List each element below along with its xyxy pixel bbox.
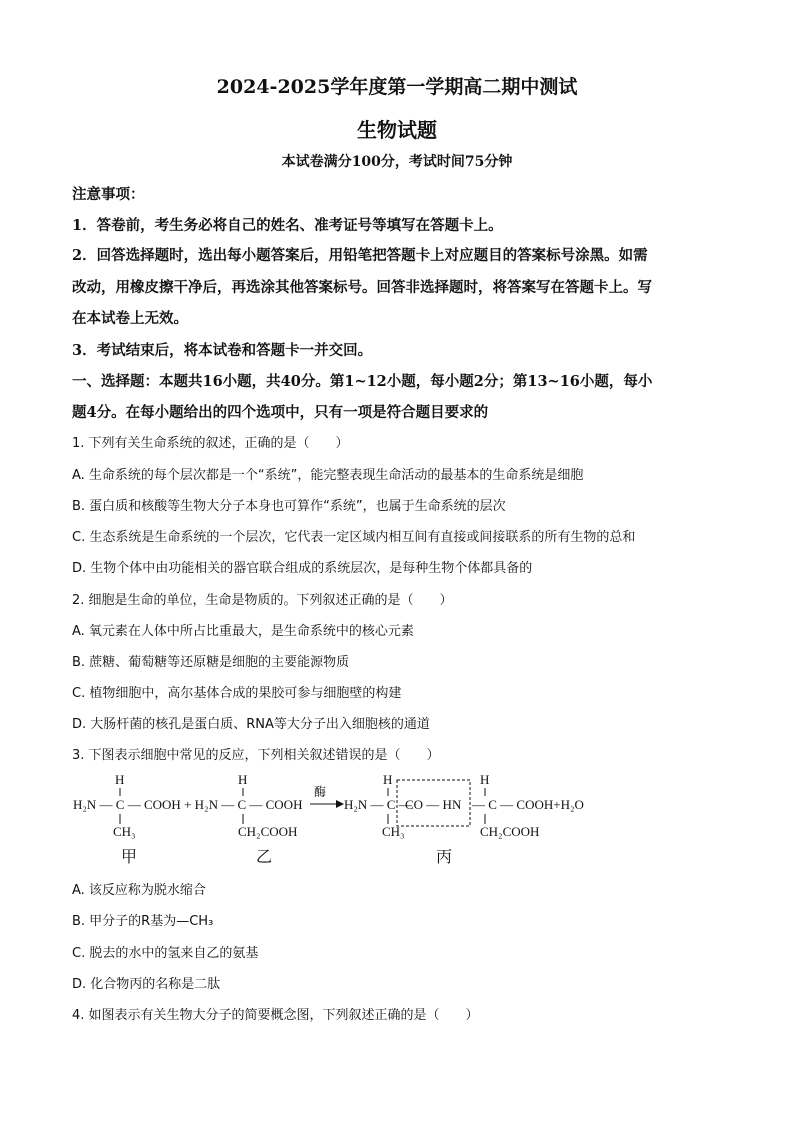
dipeptide-right: — C — COOH+H₂O [472,797,584,812]
section-1-heading-line-1: 一、选择题：本题共16小题，共40分。第1~12小题，每小题2分；第13~16小题，每小 [72,373,653,390]
q4-stem: 4. 如图表示有关生物大分子的简要概念图，下列叙述正确的是（ ） [72,1008,479,1023]
q1-option-b: B. 蛋白质和核酸等生物大分子本身也可算作“系统”，也属于生命系统的层次 [72,499,506,514]
section-1-heading-line-2: 题4分。在每小题给出的四个选项中，只有一项是符合题目要求的 [72,404,489,421]
r-group-yi: CH₂COOH [238,824,298,839]
q3-option-b: B. 甲分子的R基为—CH₃ [72,914,214,929]
label-bing: 丙 [436,849,453,866]
reaction-diagram [0,768,794,878]
q1-option-c: C. 生态系统是生命系统的一个层次，它代表一定区域内相互间有直接或间接联系的所有生物的总和 [72,530,636,545]
r-group-jia: CH₃ [113,824,136,839]
molecule-jia-yi-formula: H₂N — C — COOH + H₂N — C — COOH [73,797,303,812]
q1-stem: 1. 下列有关生命系统的叙述，正确的是（ ） [72,436,349,451]
q3-stem: 3. 下图表示细胞中常见的反应，下列相关叙述错误的是（ ） [72,748,440,763]
q1-option-d: D. 生物个体中由功能相关的器官联合组成的系统层次，是每种生物个体都具备的 [72,561,533,576]
h-atom-bing-1: H [383,772,393,787]
note-3: 3．考试结束后，将本试卷和答题卡一并交回。 [72,342,373,359]
notes-heading: 注意事项： [72,186,145,203]
note-1: 1．答卷前，考生务必将自己的姓名、准考证号等填写在答题卡上。 [72,217,503,234]
subject-title: 生物试题 [357,118,437,142]
exam-info: 本试卷满分100分，考试时间75分钟 [281,154,513,170]
note-2-line-3: 在本试卷上无效。 [72,310,188,327]
q2-option-c: C. 植物细胞中，高尔基体合成的果胶可参与细胞壁的构建 [72,686,402,701]
r-group-bing-2: CH₂COOH [480,824,540,839]
label-jia: 甲 [121,849,138,866]
q3-option-a: A. 该反应称为脱水缩合 [72,883,206,898]
q1-option-a: A. 生命系统的每个层次都是一个“系统”，能完整表现生命活动的最基本的生命系统是细胞 [72,468,584,483]
peptide-bond: CO — HN [405,797,462,812]
q2-option-a: A. 氧元素在人体中所占比重最大，是生命系统中的核心元素 [72,624,414,639]
h-atom-bing-2: H [480,772,490,787]
q3-option-c: C. 脱去的水中的氢来自乙的氨基 [72,946,259,961]
q3-option-d: D. 化合物丙的名称是二肽 [72,977,221,992]
h-atom-yi: H [238,772,248,787]
h-atom-jia: H [115,772,125,787]
dipeptide-left: H₂N — C — [344,797,412,812]
q2-option-d: D. 大肠杆菌的核孔是蛋白质、RNA等大分子出入细胞核的通道 [72,717,430,732]
q2-option-b: B. 蔗糖、葡萄糖等还原糖是细胞的主要能源物质 [72,655,350,670]
label-yi: 乙 [256,849,273,866]
note-2-line-1: 2．回答选择题时，选出每小题答案后，用铅笔把答题卡上对应题目的答案标号涂黑。如需 [72,247,648,264]
enzyme-label: 酶 [314,785,327,799]
exam-title: 2024-2025学年度第一学期高二期中测试 [216,76,578,98]
note-2-line-2: 改动，用橡皮擦干净后，再选涂其他答案标号。回答非选择题时，将答案写在答题卡上。写 [72,279,652,296]
q2-stem: 2. 细胞是生命的单位，生命是物质的。下列叙述正确的是（ ） [72,593,453,608]
r-group-bing-1: CH₃ [382,824,405,839]
